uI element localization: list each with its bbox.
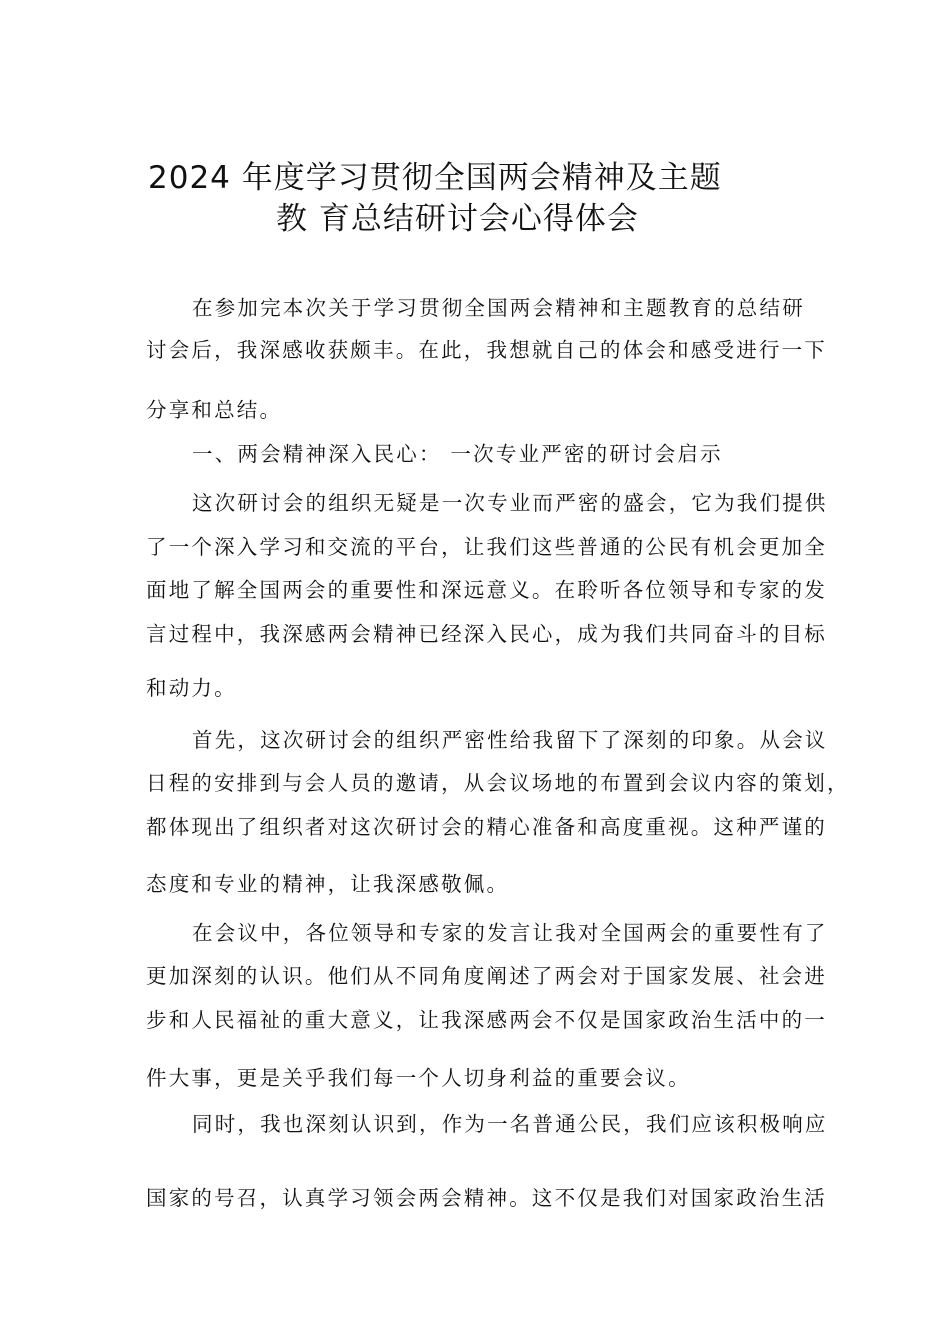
- body-line: 国家的号召，认真学习领会两会精神。这不仅是我们对国家政治生活: [146, 1186, 827, 1210]
- body-line: 更加深刻的认识。他们从不同角度阐述了两会对于国家发展、社会进: [146, 964, 827, 988]
- document-title-line-2: 教 育总结研讨会心得体会: [276, 201, 639, 237]
- body-line: 言过程中，我深感两会精神已经深入民心，成为我们共同奋斗的目标: [146, 622, 827, 646]
- body-line: 日程的安排到与会人员的邀请，从会议场地的布置到会议内容的策划，: [146, 771, 850, 795]
- body-line: 和动力。: [146, 676, 237, 700]
- body-line: 这次研讨会的组织无疑是一次专业而严密的盛会，它为我们提供: [192, 491, 828, 515]
- body-line: 件大事，更是关乎我们每一个人切身利益的重要会议。: [146, 1066, 691, 1090]
- body-line: 都体现出了组织者对这次研讨会的精心准备和高度重视。这种严谨的: [146, 815, 827, 839]
- body-line: 在参加完本次关于学习贯彻全国两会精神和主题教育的总结研: [192, 296, 805, 320]
- body-line: 讨会后，我深感收获颇丰。在此，我想就自己的体会和感受进行一下: [146, 338, 827, 362]
- body-line: 分享和总结。: [146, 398, 283, 422]
- body-line: 了一个深入学习和交流的平台，让我们这些普通的公民有机会更加全: [146, 535, 827, 559]
- body-line: 同时，我也深刻认识到，作为一名普通公民，我们应该积极响应: [192, 1112, 828, 1136]
- body-line: 首先，这次研讨会的组织严密性给我留下了深刻的印象。从会议: [192, 728, 828, 752]
- body-line: 面地了解全国两会的重要性和深远意义。在聆听各位领导和专家的发: [146, 578, 827, 602]
- section-heading: 一、两会精神深入民心： 一次专业严密的研讨会启示: [192, 442, 723, 466]
- body-line: 步和人民福祉的重大意义，让我深感两会不仅是国家政治生活中的一: [146, 1008, 827, 1032]
- body-line: 态度和专业的精神，让我深感敬佩。: [146, 872, 510, 896]
- body-line: 在会议中，各位领导和专家的发言让我对全国两会的重要性有了: [192, 921, 828, 945]
- document-title-line-1: 2024 年度学习贯彻全国两会精神及主题: [148, 160, 722, 196]
